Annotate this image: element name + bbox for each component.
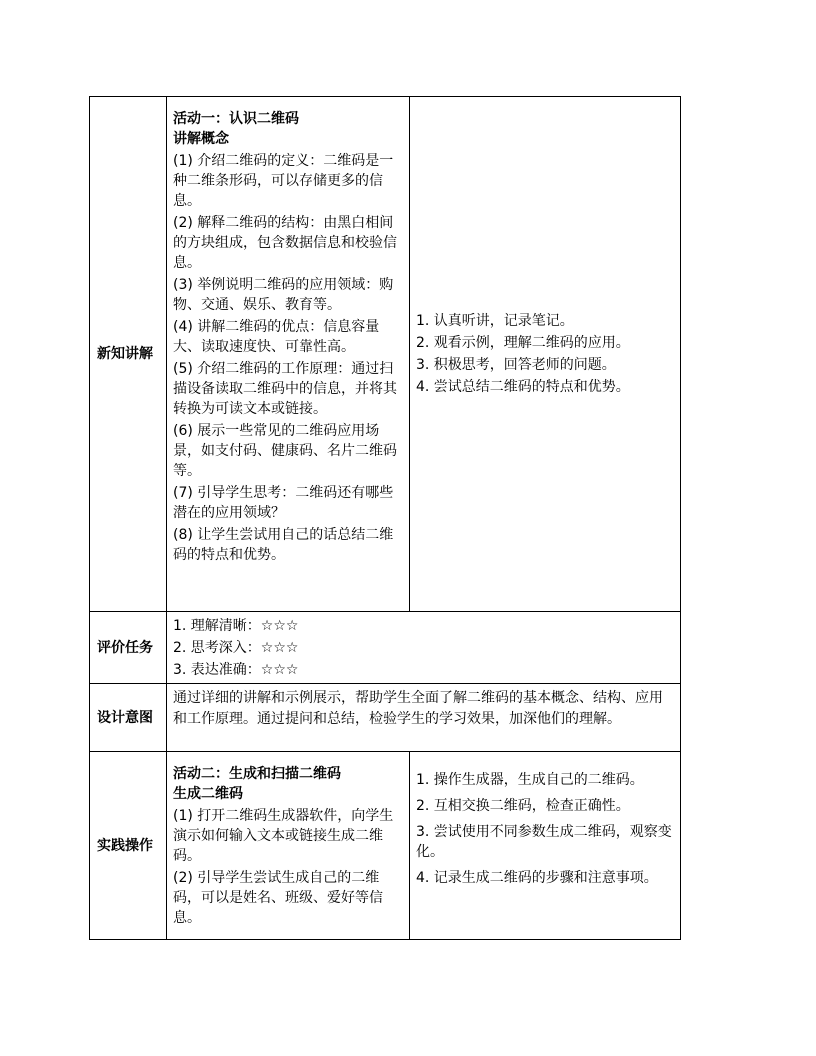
student-step: 1. 认真听讲，记录笔记。 bbox=[416, 313, 574, 329]
teacher-step: (2) 解释二维码的结构：由黑白相间的方块组成，包含数据信息和校验信息。 bbox=[173, 215, 397, 271]
activity-title: 活动二：生成和扫描二维码 bbox=[173, 766, 341, 782]
lesson-plan-table bbox=[89, 96, 681, 940]
evaluation-cell bbox=[167, 612, 681, 684]
row-new-knowledge bbox=[90, 97, 681, 612]
activity-subtitle: 讲解概念 bbox=[173, 131, 229, 147]
teacher-step: (1) 打开二维码生成器软件，向学生演示如何输入文本或链接生成二维码。 bbox=[173, 808, 394, 864]
teacher-step: (8) 让学生尝试用自己的话总结二维码的特点和优势。 bbox=[173, 527, 394, 563]
student-step: 4. 记录生成二维码的步骤和注意事项。 bbox=[416, 870, 658, 886]
activity-subtitle: 生成二维码 bbox=[173, 786, 243, 802]
teacher-step: (2) 引导学生尝试生成自己的二维码，可以是姓名、班级、爱好等信息。 bbox=[173, 870, 383, 926]
row-label-new-knowledge: 新知讲解 bbox=[90, 97, 167, 612]
student-step: 3. 尝试使用不同参数生成二维码，观察变化。 bbox=[416, 824, 672, 860]
activity-title: 活动一：认识二维码 bbox=[173, 111, 299, 127]
row-label-design-intent: 设计意图 bbox=[90, 684, 167, 752]
teacher-step: (7) 引导学生思考：二维码还有哪些潜在的应用领域？ bbox=[173, 485, 394, 521]
student-step: 1. 操作生成器，生成自己的二维码。 bbox=[416, 772, 644, 788]
evaluation-item: 3. 表达准确：☆☆☆ bbox=[173, 662, 299, 678]
evaluation-item: 2. 思考深入：☆☆☆ bbox=[173, 640, 299, 656]
teacher-step: (5) 介绍二维码的工作原理：通过扫描设备读取二维码中的信息，并将其转换为可读文本或链接。 bbox=[173, 361, 397, 417]
row-evaluation bbox=[90, 612, 681, 684]
row-practice bbox=[90, 752, 681, 940]
teacher-step: (6) 展示一些常见的二维码应用场景，如支付码、健康码、名片二维码等。 bbox=[173, 423, 397, 479]
teacher-step: (1) 介绍二维码的定义：二维码是一种二维条形码，可以存储更多的信息。 bbox=[173, 153, 394, 209]
student-step: 3. 积极思考，回答老师的问题。 bbox=[416, 357, 616, 373]
design-intent-text: 通过详细的讲解和示例展示，帮助学生全面了解二维码的基本概念、结构、应用和工作原理。通过提问和总结，检验学生的学习效果，加深他们的理解。 bbox=[173, 690, 663, 727]
row-label-practice: 实践操作 bbox=[90, 752, 167, 940]
student-step: 2. 观看示例，理解二维码的应用。 bbox=[416, 335, 630, 351]
design-intent-cell bbox=[167, 684, 681, 752]
teacher-step: (3) 举例说明二维码的应用领域：购物、交通、娱乐、教育等。 bbox=[173, 277, 394, 313]
student-activity-cell bbox=[410, 97, 681, 612]
student-step: 4. 尝试总结二维码的特点和优势。 bbox=[416, 379, 630, 395]
row-design-intent bbox=[90, 684, 681, 752]
teacher-activity-cell bbox=[167, 97, 410, 612]
student-step: 2. 互相交换二维码，检查正确性。 bbox=[416, 798, 630, 814]
teacher-step: (4) 讲解二维码的优点：信息容量大、读取速度快、可靠性高。 bbox=[173, 319, 380, 355]
practice-teacher-cell bbox=[167, 752, 410, 940]
evaluation-item: 1. 理解清晰：☆☆☆ bbox=[173, 618, 299, 634]
practice-student-cell bbox=[410, 752, 681, 940]
row-label-evaluation: 评价任务 bbox=[90, 612, 167, 684]
